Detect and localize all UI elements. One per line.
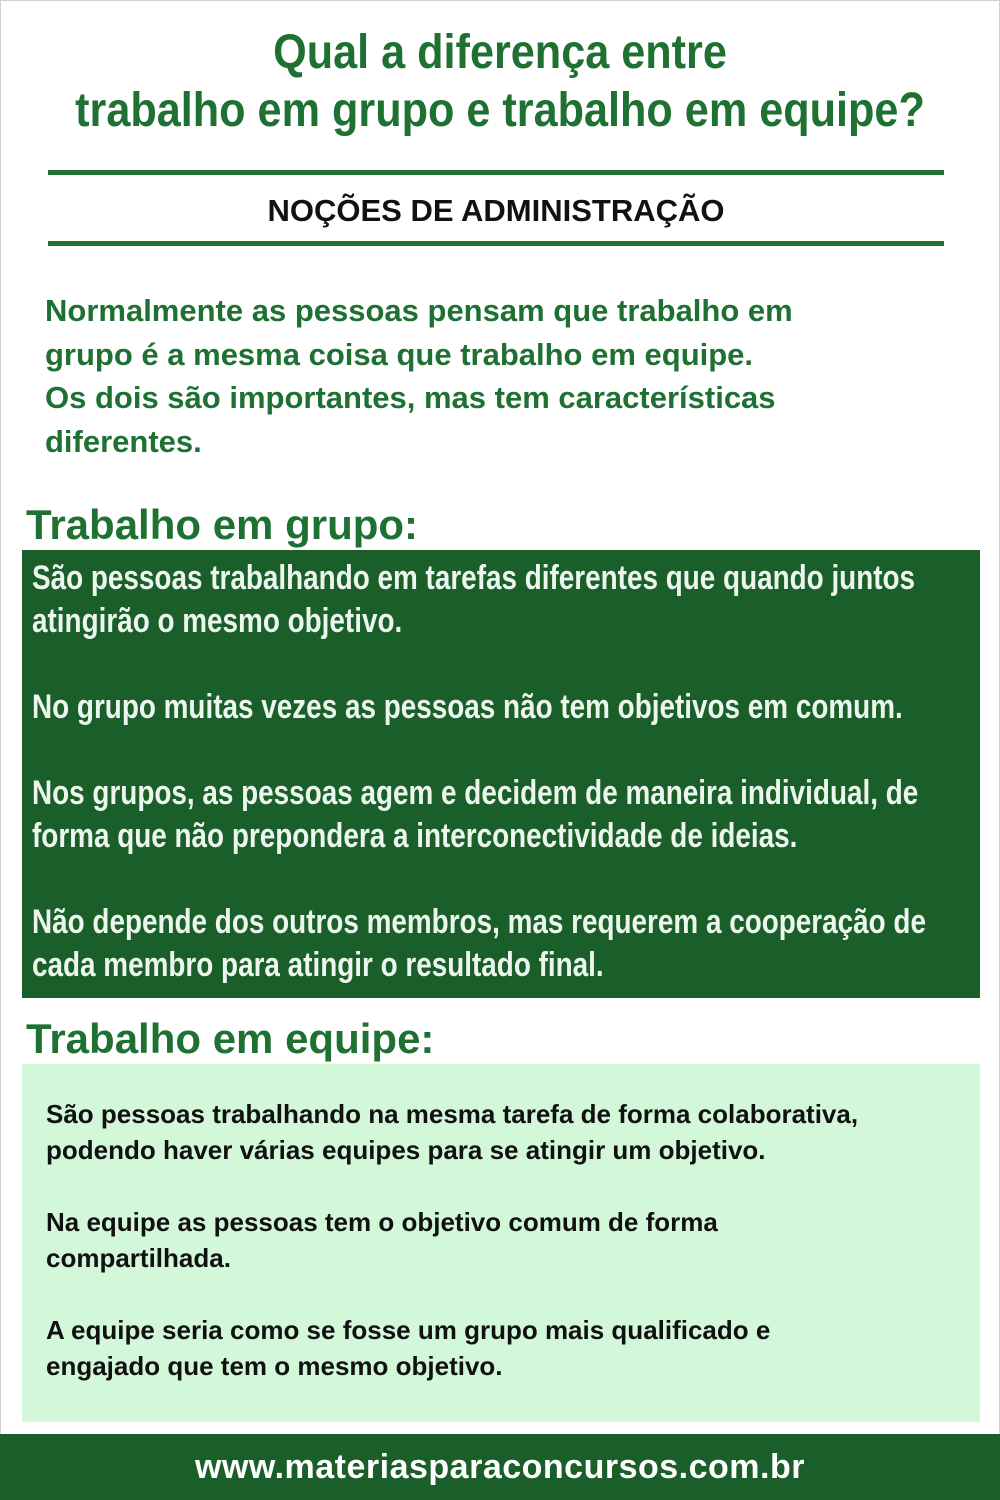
grupo-p3-line-1: Nos grupos, as pessoas agem e decidem de maneira individual, de — [32, 774, 919, 812]
grupo-p1-line-2: atingirão o mesmo objetivo. — [32, 602, 403, 640]
grupo-heading: Trabalho em grupo: — [26, 501, 419, 548]
top-divider — [48, 170, 944, 175]
footer-url: www.materiasparaconcursos.com.br — [195, 1448, 805, 1486]
page-title — [50, 24, 950, 140]
intro-line-4: diferentes. — [45, 423, 202, 459]
footer-bar — [0, 1434, 1000, 1500]
equipe-p1-line-2: podendo haver várias equipes para se atingir um objetivo. — [46, 1135, 766, 1165]
grupo-p4-line-1: Não depende dos outros membros, mas requerem a cooperação de — [32, 903, 926, 941]
equipe-box — [22, 1064, 980, 1422]
grupo-paragraph-4 — [32, 901, 967, 987]
subject-label: NOÇÕES DE ADMINISTRAÇÃO — [267, 193, 725, 228]
intro-line-3: Os dois são importantes, mas tem características — [45, 380, 776, 415]
equipe-p3-line-1: A equipe seria como se fosse um grupo mais qualificado e — [46, 1315, 771, 1345]
grupo-paragraph-2 — [32, 686, 967, 729]
grupo-box — [22, 550, 980, 998]
equipe-paragraph-2 — [46, 1204, 986, 1276]
grupo-paragraph-3 — [32, 772, 967, 858]
equipe-p2-line-1: Na equipe as pessoas tem o objetivo comum de forma — [46, 1207, 718, 1237]
grupo-p4-line-2: cada membro para atingir o resultado final. — [32, 946, 604, 984]
equipe-paragraph-1 — [46, 1096, 986, 1168]
equipe-p1-line-1: São pessoas trabalhando na mesma tarefa de forma colaborativa, — [46, 1099, 859, 1129]
equipe-p3-line-2: engajado que tem o mesmo objetivo. — [46, 1351, 503, 1381]
equipe-p2-line-2: compartilhada. — [46, 1243, 231, 1273]
grupo-p3-line-2: forma que não prepondera a interconectividade de ideias. — [32, 817, 798, 855]
equipe-heading: Trabalho em equipe: — [26, 1015, 435, 1062]
grupo-p1-line-1: São pessoas trabalhando em tarefas diferentes que quando juntos — [32, 559, 916, 597]
intro-line-2: grupo é a mesma coisa que trabalho em equipe. — [45, 336, 754, 372]
grupo-paragraph-1 — [32, 557, 967, 643]
intro-paragraph — [45, 289, 965, 463]
title-line-2: trabalho em grupo e trabalho em equipe? — [75, 84, 925, 137]
intro-line-1: Normalmente as pessoas pensam que trabalho em — [45, 293, 793, 328]
bottom-divider — [48, 241, 944, 246]
grupo-p2-line-1: No grupo muitas vezes as pessoas não tem objetivos em comum. — [32, 688, 903, 726]
equipe-paragraph-3 — [46, 1312, 986, 1384]
title-line-1: Qual a diferença entre — [273, 26, 727, 79]
